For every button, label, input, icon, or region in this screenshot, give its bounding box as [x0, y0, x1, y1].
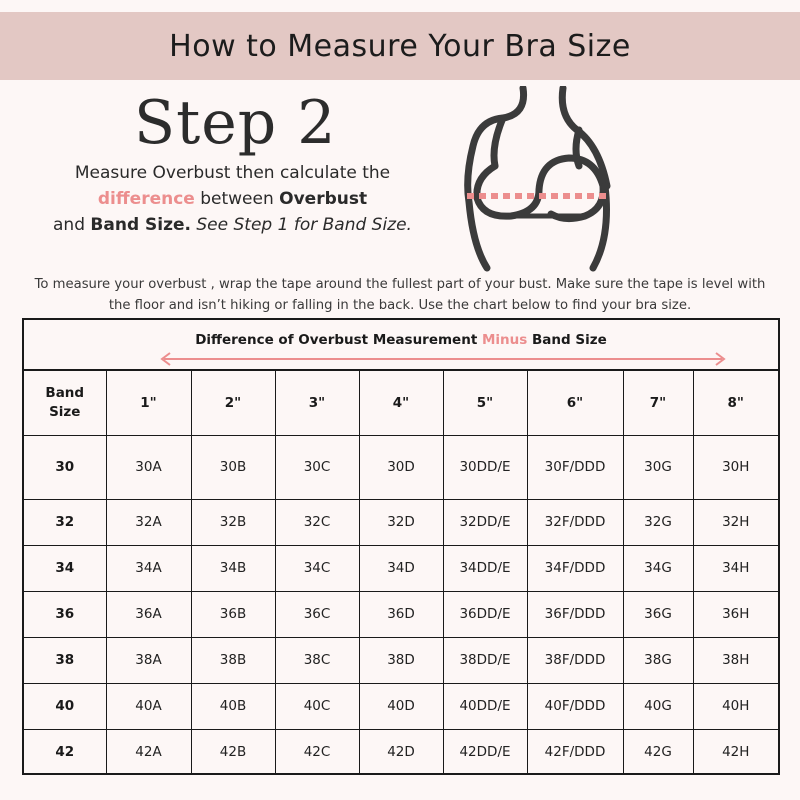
bra-size-cell: 34DD/E	[443, 545, 527, 591]
bra-size-cell: 42C	[275, 729, 359, 775]
bra-size-cell: 38G	[623, 637, 693, 683]
bra-size-cell: 38D	[359, 637, 443, 683]
bra-size-cell: 38H	[693, 637, 778, 683]
bra-size-cell: 40D	[359, 683, 443, 729]
band-size-cell: 32	[24, 499, 106, 545]
column-header: 8"	[693, 371, 778, 435]
instructions-line-2	[20, 186, 445, 212]
overbust-text: Overbust	[279, 189, 368, 209]
bra-size-cell: 36F/DDD	[527, 591, 623, 637]
bra-size-chart	[22, 318, 780, 775]
bra-size-cell: 40DD/E	[443, 683, 527, 729]
bra-size-cell: 30F/DDD	[527, 435, 623, 499]
bra-size-cell: 42H	[693, 729, 778, 775]
bra-size-cell: 38C	[275, 637, 359, 683]
chart-heading-prefix: Difference of Overbust Measurement	[195, 332, 482, 348]
bra-size-cell: 34C	[275, 545, 359, 591]
bra-size-cell: 40A	[106, 683, 191, 729]
column-header: 6"	[527, 371, 623, 435]
column-header: 7"	[623, 371, 693, 435]
bra-size-cell: 36G	[623, 591, 693, 637]
table-row	[24, 729, 778, 775]
bra-size-cell: 32D	[359, 499, 443, 545]
bra-size-cell: 40G	[623, 683, 693, 729]
bra-size-cell: 32C	[275, 499, 359, 545]
measuring-note: To measure your overbust , wrap the tape around the fullest part of your bust. Make sure the tape is level with the floor and isn’t hiking or falling in the back. Use the chart below to find your bra size.	[34, 277, 766, 313]
band-header-line1: Band	[45, 384, 85, 401]
bra-size-cell: 36B	[191, 591, 275, 637]
chart-heading	[24, 332, 778, 348]
band-size-header	[24, 371, 106, 435]
bra-size-cell: 36C	[275, 591, 359, 637]
bra-size-cell: 40F/DDD	[527, 683, 623, 729]
table-row	[24, 683, 778, 729]
step-title: Step 2	[134, 88, 337, 158]
bra-size-cell: 30D	[359, 435, 443, 499]
chart-heading-minus: Minus	[481, 332, 528, 348]
column-header: 3"	[275, 371, 359, 435]
bra-size-cell: 38F/DDD	[527, 637, 623, 683]
bra-size-cell: 42F/DDD	[527, 729, 623, 775]
table-row	[24, 499, 778, 545]
instructions-line-1: Measure Overbust then calculate the	[74, 163, 391, 183]
chart-heading-suffix: Band Size	[527, 332, 607, 348]
bra-size-cell: 42A	[106, 729, 191, 775]
band-size-cell: 40	[24, 683, 106, 729]
see-step-text: See Step 1 for Band Size.	[190, 215, 412, 235]
bra-size-cell: 34A	[106, 545, 191, 591]
header-banner	[0, 12, 800, 80]
band-size-cell: 30	[24, 435, 106, 499]
table-header-row	[24, 371, 778, 435]
band-header-line2: Size	[49, 403, 81, 420]
table-row	[24, 545, 778, 591]
bra-size-cell: 32H	[693, 499, 778, 545]
bra-size-cell: 32G	[623, 499, 693, 545]
band-size-cell: 36	[24, 591, 106, 637]
bra-size-cell: 42B	[191, 729, 275, 775]
table-row	[24, 435, 778, 499]
column-header: 2"	[191, 371, 275, 435]
column-header: 1"	[106, 371, 191, 435]
bra-size-cell: 36H	[693, 591, 778, 637]
band-size-cell: 34	[24, 545, 106, 591]
bra-size-cell: 34G	[623, 545, 693, 591]
bra-size-cell: 30DD/E	[443, 435, 527, 499]
bra-size-cell: 32DD/E	[443, 499, 527, 545]
bust-measuring-tape-illustration	[455, 86, 615, 272]
double-arrow-icon	[158, 349, 728, 369]
column-header: 4"	[359, 371, 443, 435]
and-text: and	[53, 215, 91, 235]
bra-size-cell: 42G	[623, 729, 693, 775]
band-size-cell: 38	[24, 637, 106, 683]
bra-size-cell: 30H	[693, 435, 778, 499]
chart-header	[24, 320, 778, 371]
bra-size-cell: 34F/DDD	[527, 545, 623, 591]
table-row	[24, 637, 778, 683]
difference-highlight: difference	[97, 189, 195, 209]
bra-size-cell: 42DD/E	[443, 729, 527, 775]
size-table	[24, 371, 778, 775]
bra-size-cell: 34B	[191, 545, 275, 591]
bra-size-cell: 38B	[191, 637, 275, 683]
column-header: 5"	[443, 371, 527, 435]
bra-size-cell: 40C	[275, 683, 359, 729]
instructions-line-3	[20, 212, 445, 238]
bra-size-cell: 30A	[106, 435, 191, 499]
bra-size-cell: 32F/DDD	[527, 499, 623, 545]
bra-size-cell: 34D	[359, 545, 443, 591]
page-title: How to Measure Your Bra Size	[169, 28, 631, 64]
bra-size-cell: 36A	[106, 591, 191, 637]
bra-size-cell: 42D	[359, 729, 443, 775]
bra-size-cell: 30G	[623, 435, 693, 499]
bra-size-cell: 38A	[106, 637, 191, 683]
bra-size-cell: 30B	[191, 435, 275, 499]
step-instructions	[20, 160, 445, 238]
bra-size-cell: 30C	[275, 435, 359, 499]
between-text: between	[194, 189, 280, 209]
bra-size-cell: 38DD/E	[443, 637, 527, 683]
bra-size-cell: 34H	[693, 545, 778, 591]
bra-size-cell: 32A	[106, 499, 191, 545]
bra-size-cell: 40B	[191, 683, 275, 729]
bra-size-cell: 40H	[693, 683, 778, 729]
bra-size-cell: 36D	[359, 591, 443, 637]
bra-size-cell: 32B	[191, 499, 275, 545]
band-size-text: Band Size.	[90, 215, 191, 235]
band-size-cell: 42	[24, 729, 106, 775]
bra-size-cell: 36DD/E	[443, 591, 527, 637]
table-row	[24, 591, 778, 637]
